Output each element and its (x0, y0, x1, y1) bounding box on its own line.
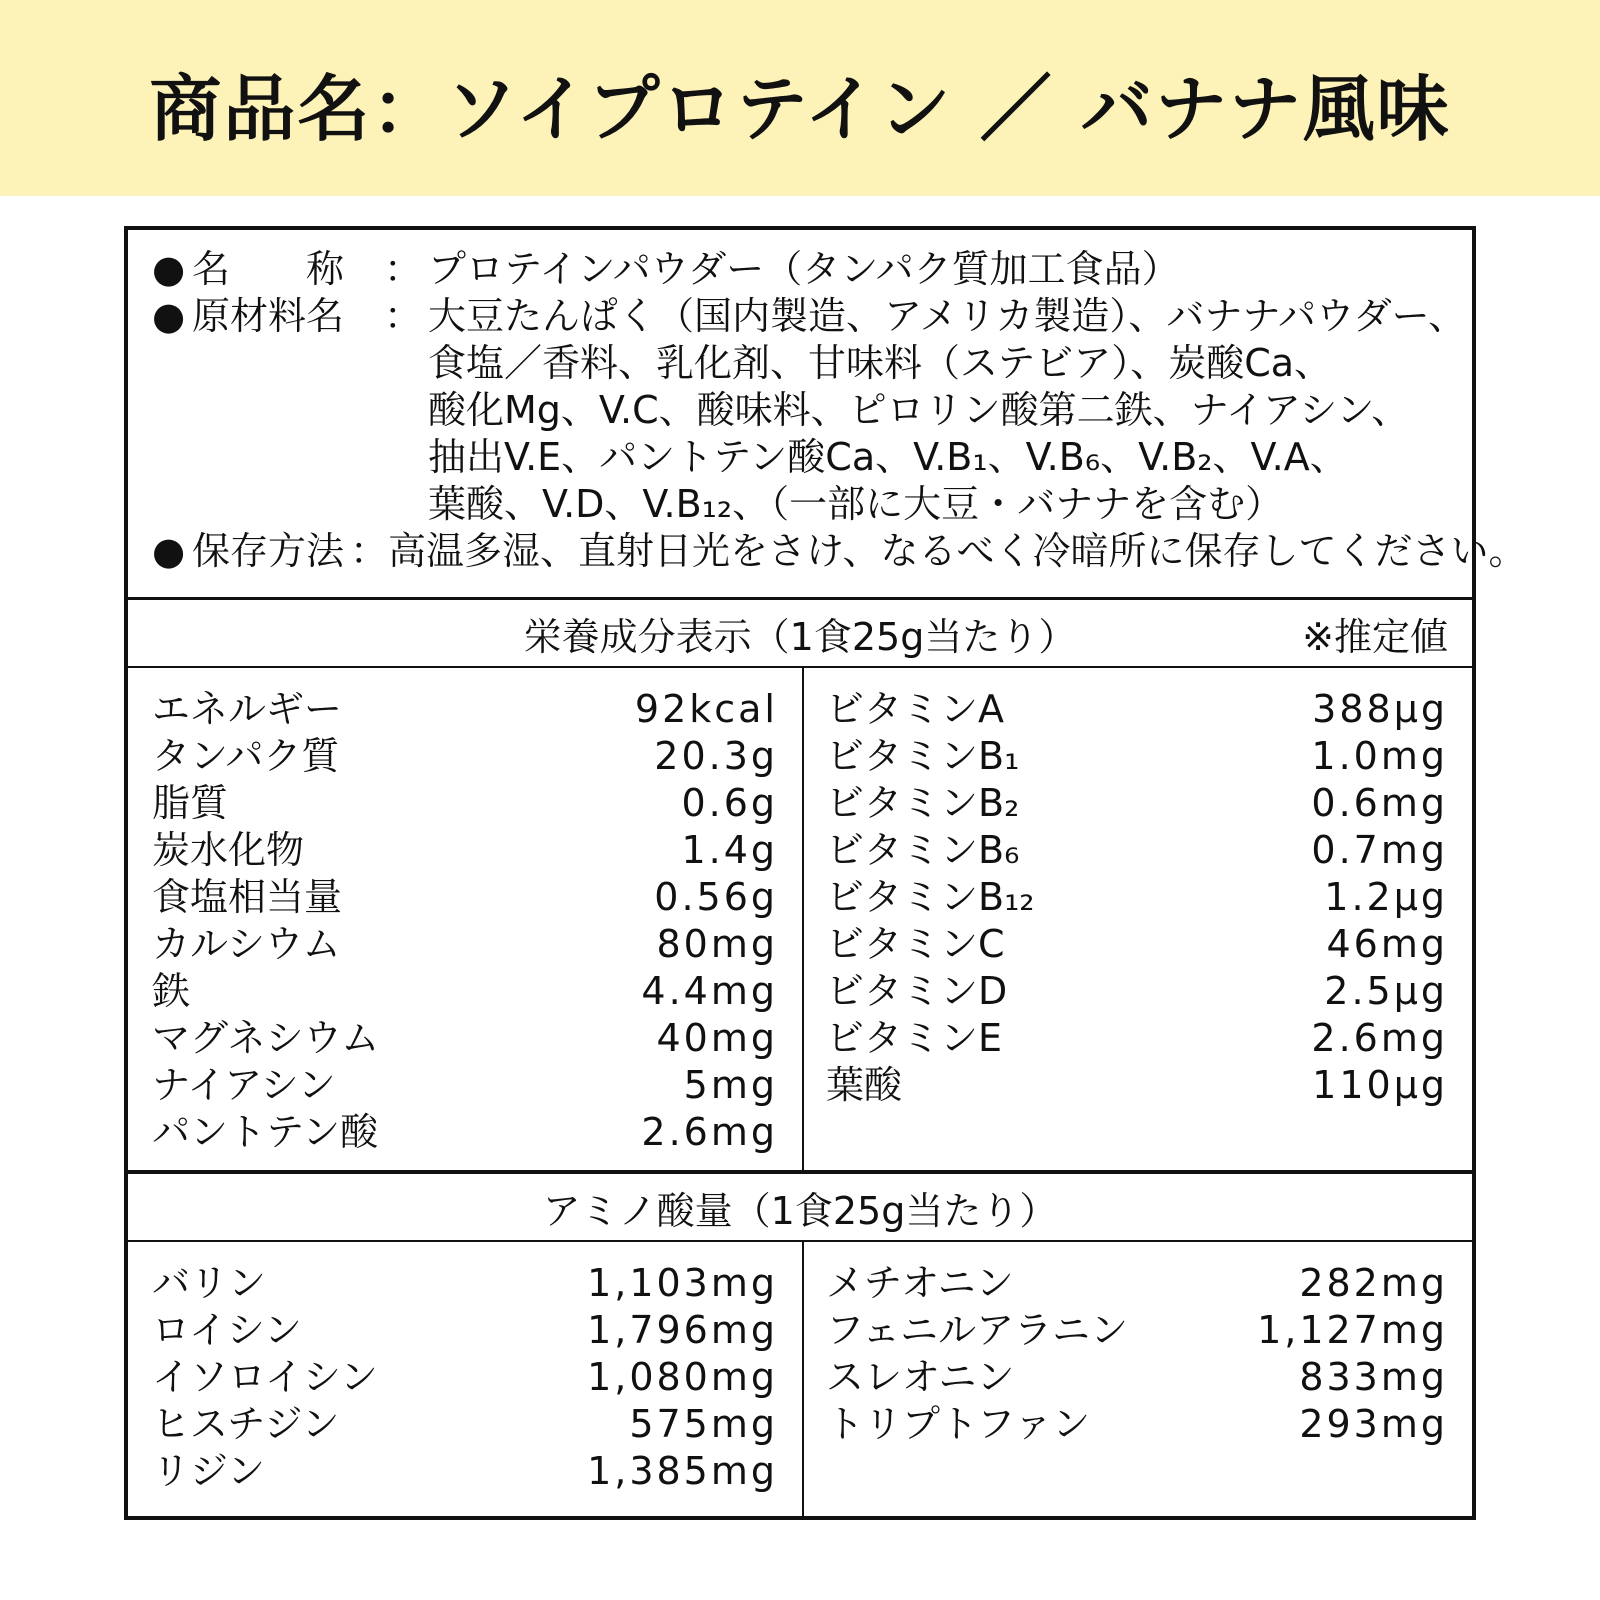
bullet-icon: ● (152, 529, 186, 573)
nutrient-value: 4.4mg (641, 969, 778, 1013)
table-row (826, 686, 1448, 733)
amino-value: 293mg (1299, 1402, 1448, 1446)
nutrition-header (128, 600, 1472, 668)
amino-name: イソロイシン (152, 1355, 378, 1399)
info-value: 大豆たんぱく（国内製造、アメリカ製造）、バナナパウダー、 (428, 294, 1467, 338)
amino-name: ロイシン (152, 1308, 302, 1352)
info-value: 食塩／香料、乳化剤、甘味料（ステビア）、炭酸Ca、 (428, 341, 1333, 385)
nutrient-name: ビタミンB₁ (826, 734, 1020, 778)
table-row (152, 780, 778, 827)
amino-value: 1,080mg (587, 1355, 778, 1399)
amino-name: リジン (152, 1449, 266, 1493)
table-row (826, 733, 1448, 780)
nutrient-name: タンパク質 (152, 734, 340, 778)
info-row-storage (152, 528, 1527, 575)
info-value: プロテインパウダー（タンパク質加工食品） (428, 247, 1180, 291)
amino-name: メチオニン (826, 1261, 1014, 1305)
nutrient-value: 5mg (683, 1063, 778, 1107)
info-value: 高温多湿、直射日光をさけ、なるべく冷暗所に保存してください。 (388, 529, 1527, 573)
colon: ： (350, 529, 389, 573)
amino-header (128, 1174, 1472, 1242)
table-row (152, 874, 778, 921)
nutrient-value: 388μg (1312, 687, 1448, 731)
amino-value: 282mg (1299, 1261, 1448, 1305)
amino-name: フェニルアラニン (826, 1308, 1129, 1352)
nutrient-name: パントテン酸 (152, 1110, 379, 1154)
nutrient-name: ビタミンD (826, 969, 1008, 1013)
nutrient-value: 2.6mg (641, 1110, 778, 1154)
info-value: 葉酸、V.D、V.B₁₂、（一部に大豆・バナナを含む） (428, 482, 1284, 526)
nutrient-name: エネルギー (152, 687, 343, 731)
nutrient-name: 葉酸 (826, 1063, 903, 1107)
nutrient-name: ビタミンB₂ (826, 781, 1020, 825)
table-row (152, 827, 778, 874)
table-row (826, 874, 1448, 921)
nutrient-value: 1.4g (681, 828, 778, 872)
table-row (826, 1062, 1448, 1109)
amino-left-column (128, 1242, 804, 1516)
product-title: 商品名：ソイプロテイン ／ バナナ風味 (149, 67, 1451, 151)
amino-value: 1,103mg (587, 1261, 778, 1305)
info-value: 酸化Mg、V.C、酸味料、ピロリン酸第二鉄、ナイアシン、 (428, 388, 1410, 432)
nutrient-value: 20.3g (654, 734, 778, 778)
table-row (152, 921, 778, 968)
amino-name: ヒスチジン (152, 1402, 340, 1446)
table-row (826, 1401, 1448, 1448)
nutrient-name: マグネシウム (152, 1016, 380, 1060)
nutrient-name: ビタミンC (826, 922, 1005, 966)
info-row-ingredients (152, 293, 1472, 528)
table-row (152, 686, 778, 733)
nutrition-right-column (804, 668, 1472, 1170)
nutrient-name: ビタミンB₆ (826, 828, 1020, 872)
table-row (826, 968, 1448, 1015)
table-row (826, 780, 1448, 827)
nutrient-name: ビタミンB₁₂ (826, 875, 1035, 919)
nutrient-value: 46mg (1326, 922, 1448, 966)
nutrient-value: 0.6mg (1311, 781, 1448, 825)
nutrient-name: ナイアシン (152, 1063, 336, 1107)
amino-title: アミノ酸量（1食25g当たり） (542, 1188, 1058, 1233)
table-row (826, 921, 1448, 968)
info-row-name (152, 246, 1472, 293)
table-row (152, 1062, 778, 1109)
table-row (826, 1260, 1448, 1307)
amino-value: 1,796mg (587, 1308, 778, 1352)
nutrient-value: 0.56g (654, 875, 778, 919)
nutrient-value: 1.2μg (1324, 875, 1448, 919)
table-row (152, 1307, 778, 1354)
amino-right-column (804, 1242, 1472, 1516)
info-value: 抽出V.E、パントテン酸Ca、V.B₁、V.B₆、V.B₂、V.A、 (428, 435, 1348, 479)
title-band (0, 0, 1600, 196)
table-row (152, 968, 778, 1015)
nutrient-value: 2.6mg (1311, 1016, 1448, 1060)
nutrient-name: 炭水化物 (152, 828, 305, 872)
amino-value: 575mg (629, 1402, 778, 1446)
nutrient-value: 2.5μg (1324, 969, 1448, 1013)
amino-value: 833mg (1299, 1355, 1448, 1399)
bullet-icon: ● (152, 247, 186, 291)
amino-value: 1,385mg (587, 1449, 778, 1493)
nutrition-title: 栄養成分表示（1食25g当たり） (523, 614, 1077, 659)
amino-grid (128, 1242, 1472, 1516)
table-row (152, 1401, 778, 1448)
nutrition-left-column (128, 668, 804, 1170)
product-info (128, 230, 1527, 600)
nutrient-value: 110μg (1312, 1063, 1448, 1107)
nutrient-value: 80mg (656, 922, 778, 966)
nutrient-name: 鉄 (152, 969, 191, 1013)
nutrient-name: カルシウム (152, 922, 341, 966)
nutrient-value: 0.7mg (1311, 828, 1448, 872)
amino-name: スレオニン (826, 1355, 1015, 1399)
nutrient-value: 92kcal (634, 687, 778, 731)
info-label: 原材料名 (192, 294, 345, 338)
nutrient-name: 脂質 (152, 781, 229, 825)
label-panel (124, 226, 1527, 1520)
amino-name: トリプトファン (826, 1402, 1091, 1446)
nutrition-grid (128, 668, 1472, 1174)
nutrient-name: 食塩相当量 (152, 875, 343, 919)
nutrient-name: ビタミンE (826, 1016, 1003, 1060)
table-row (826, 1015, 1448, 1062)
table-row (152, 733, 778, 780)
nutrient-value: 40mg (656, 1016, 778, 1060)
table-row (152, 1448, 778, 1495)
colon: ： (384, 247, 423, 291)
info-label: 名 称 (192, 247, 345, 291)
info-label: 保存方法 (192, 529, 345, 573)
amino-value: 1,127mg (1257, 1308, 1448, 1352)
nutrient-name: ビタミンA (826, 687, 1004, 731)
nutrient-value: 0.6g (681, 781, 778, 825)
table-row (152, 1354, 778, 1401)
table-row (826, 827, 1448, 874)
colon: ： (384, 294, 423, 338)
amino-name: バリン (152, 1261, 267, 1305)
table-row (152, 1260, 778, 1307)
table-row (152, 1109, 778, 1156)
estimate-note: ※推定値 (1302, 614, 1448, 659)
bullet-icon: ● (152, 294, 186, 338)
nutrient-value: 1.0mg (1311, 734, 1448, 778)
table-row (826, 1307, 1448, 1354)
table-row (152, 1015, 778, 1062)
table-row (826, 1354, 1448, 1401)
